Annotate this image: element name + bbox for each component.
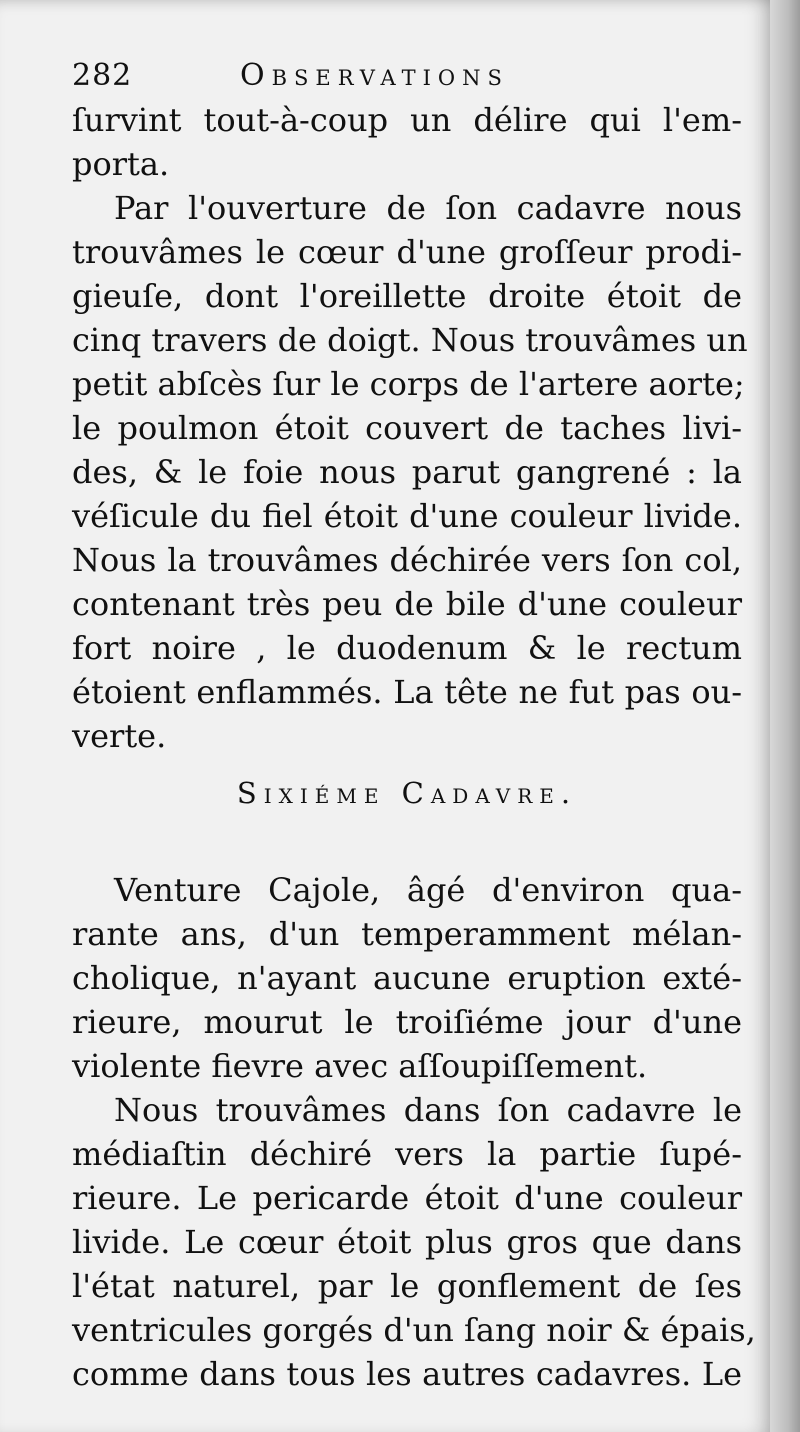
text-line: Par l'ouverture de ſon cadavre nous [114, 189, 742, 227]
section-title: Sixiéme Cadavre. [236, 776, 578, 810]
section-gap [72, 828, 742, 868]
text-line: le poulmon étoit couvert de taches livi- [72, 409, 742, 447]
text-line: Venture Cajole, âgé d'environ qua- [114, 871, 742, 909]
text-line: véſicule du fiel étoit d'une couleur livide. [72, 497, 742, 535]
text-line: rante ans, d'un temperamment mélan- [72, 915, 742, 953]
text-line: petit abſcès ſur le corps de l'artere aorte; [72, 365, 745, 403]
text-line: rieure, mourut le troiſiéme jour d'une [72, 1003, 742, 1041]
text-line: l'état naturel, par le gonflement de ſes [72, 1267, 742, 1305]
text-line: violente fievre avec aſſoupiſſement. [72, 1047, 648, 1085]
text-line: cinq travers de doigt. Nous trouvâmes un [72, 321, 748, 359]
text-line: fort noire , le duodenum & le rectum [72, 629, 742, 667]
body-text [72, 98, 756, 1396]
text-line: ventricules gorgés d'un ſang noir & épais, [72, 1311, 756, 1349]
page-header [72, 50, 752, 100]
text-line: des, & le foie nous parut gangrené : la [72, 453, 742, 491]
page-edge-shadow [770, 0, 800, 1432]
text-line: porta. [72, 145, 170, 183]
text-line: contenant très peu de bile d'une couleur [72, 585, 742, 623]
text-line: trouvâmes le cœur d'une groſſeur prodi- [72, 233, 742, 271]
text-line: cholique, n'ayant aucune eruption exté- [72, 959, 742, 997]
text-line: livide. Le cœur étoit plus gros que dans [72, 1223, 742, 1261]
text-line: comme dans tous les autres cadavres. Le [72, 1355, 742, 1393]
text-line: verte. [72, 717, 167, 755]
text-line: Nous la trouvâmes déchirée vers ſon col, [72, 541, 742, 579]
text-line: étoient enflammés. La tête ne fut pas ou- [72, 673, 742, 711]
page-number: 282 [72, 58, 133, 93]
text-line: gieuſe, dont l'oreillette droite étoit de [72, 277, 742, 315]
text-line: ſurvint tout-à-coup un délire qui l'em- [72, 101, 742, 139]
text-line: Nous trouvâmes dans ſon cadavre le [114, 1091, 742, 1129]
text-line: médiaſtin déchiré vers la partie ſupé- [72, 1135, 742, 1173]
running-head: Observations [240, 58, 509, 93]
text-line: rieure. Le pericarde étoit d'une couleur [72, 1179, 742, 1217]
